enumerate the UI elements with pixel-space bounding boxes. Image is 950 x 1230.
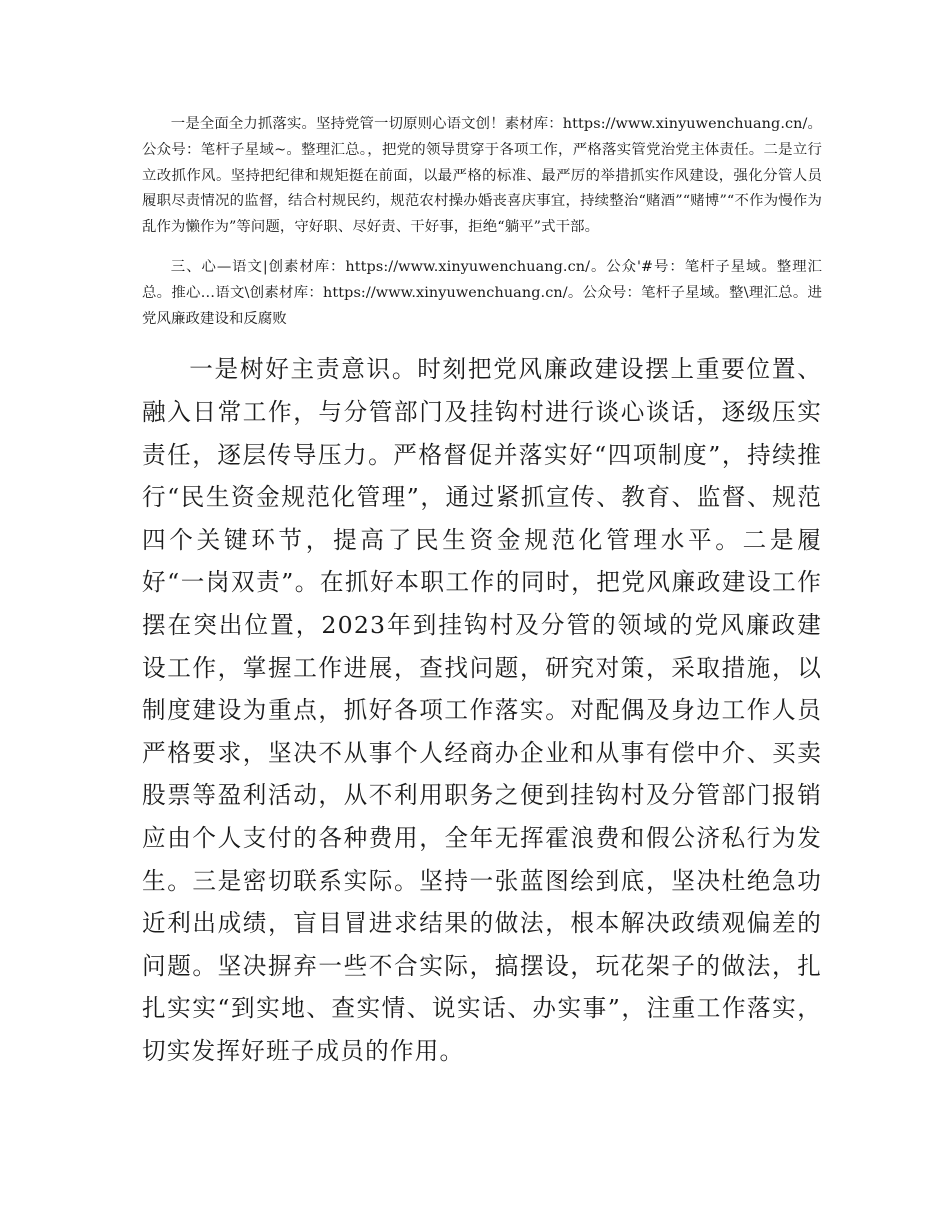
paragraph-anti-corruption-body: 一是树好主责意识。时刻把党风廉政建设摆上重要位置、融入日常工作，与分管部门及挂钩村进行谈心谈话，逐级压实责任，逐层传导压力。严格督促并落实好“四项制度”，持续推行“民生资金规范化管理”，通过紧抓宣传、教育、监督、规范四个关键环节，提高了民生资金规范化管理水平。二是履好“一岗双责”。在抓好本职工作的同时，把党风廉政建设工作摆在突出位置，2023年到挂钩村及分管的领域的党风廉政建设工作，掌握工作进展，查找问题，研究对策，采取措施，以制度建设为重点，抓好各项工作落实。对配偶及身边工作人员严格要求，坚决不从事个人经商办企业和从事有偿中介、买卖股票等盈利活动，从不利用职务之便到挂钩村及分管部门报销应由个人支付的各种费用，全年无挥霍浪费和假公济私行为发生。三是密切联系实际。坚持一张蓝图绘到底，坚决杜绝急功近利出成绩，盲目冒进求结果的做法，根本解决政绩观偏差的问题。坚决摒弃一些不合实际，搞摆设，玩花架子的做法，扎扎实实“到实地、查实情、说实话、办实事”，注重工作落实，切实发挥好班子成员的作用。 [142, 355, 822, 1065]
section-heading-paragraph: 三、心—语文|创素材库：https://www.xinyuwenchuang.cn/。公众'#号：笔杆子星域。整理汇总。推心…语文\创素材库：https://www.xinyuwenchuang.cn/。公众号：笔杆子星域。整\理汇总。进党风廉政建设和反腐败 [142, 258, 822, 327]
document-page [142, 112, 822, 1072]
paragraph-implementation-and-style: 一是全面全力抓落实。坚持党管一切原则心语文创！素材库：https://www.xinyuwenchuang.cn/。公众号：笔杆子星域~。整理汇总。，把党的领导贯穿于各项工作，严格落实管党治党主体责任。二是立行立改抓作风。坚持把纪律和规矩挺在前面，以最严格的标准、最严厉的举措抓实作风建设，强化分管人员履职尽责情况的监督，结合村规民约，规范农村操办婚丧喜庆事宜，持续整治“赌酒”“赌博”“不作为慢作为乱作为懒作为”等问题，守好职、尽好责、干好事，拒绝“躺平”式干部。 [142, 116, 822, 236]
